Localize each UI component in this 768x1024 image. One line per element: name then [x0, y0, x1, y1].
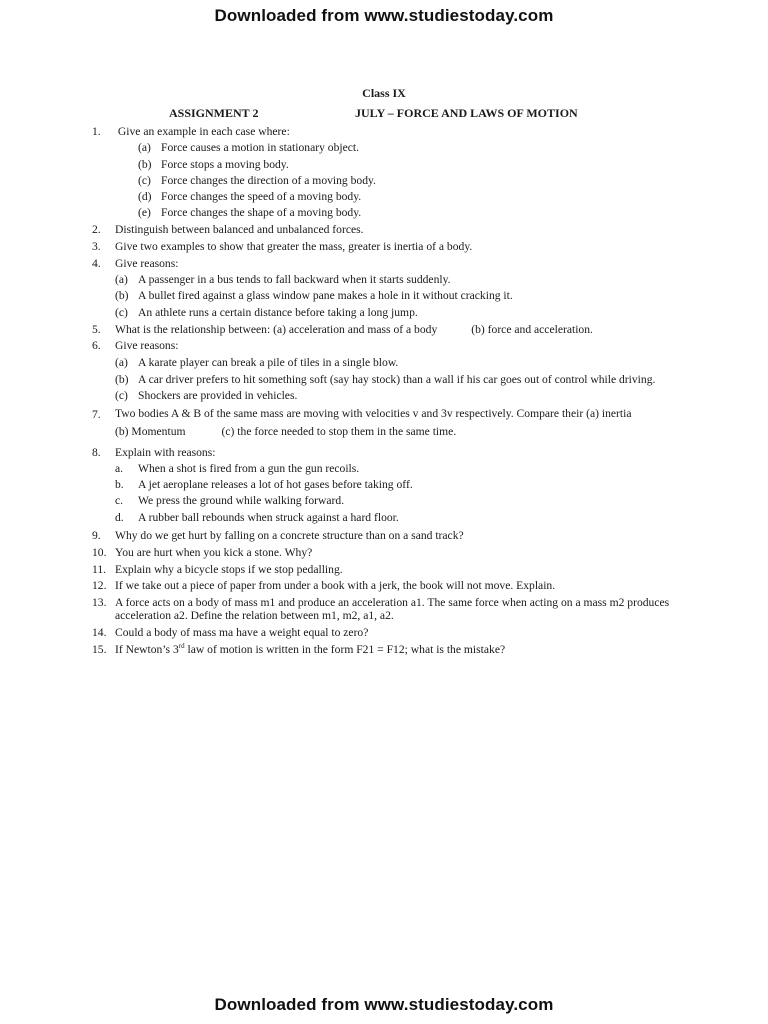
sub-item: [115, 493, 682, 509]
sub-label: c.: [115, 494, 124, 508]
question-number: 6.: [92, 339, 101, 353]
sub-item: [115, 189, 682, 205]
question-number: 12.: [92, 579, 107, 593]
sub-label: (b): [115, 372, 129, 386]
question-item: [92, 256, 682, 321]
question-item: [92, 528, 682, 544]
sub-item: [115, 305, 682, 321]
question-text-part-a: What is the relationship between: (a) acceleration and mass of a body: [115, 322, 438, 336]
sub-label: (c): [115, 305, 128, 319]
question-text: Two bodies A & B of the same mass are moving with velocities v and 3v respectively. Compare their (a) inertia: [115, 407, 632, 421]
sub-label: (a): [115, 355, 128, 369]
sub-text: We press the ground while walking forward.: [138, 494, 345, 508]
question-text: Could a body of mass ma have a weight equal to zero?: [115, 625, 369, 639]
sub-text: When a shot is fired from a gun the gun recoils.: [138, 461, 360, 475]
sub-text: A passenger in a bus tends to fall backward when it starts suddenly.: [138, 273, 451, 287]
sub-label: (a): [138, 141, 151, 155]
sub-label: (e): [138, 206, 151, 220]
assignment-title: ASSIGNMENT 2: [169, 106, 259, 120]
question-text: [115, 642, 682, 658]
sub-item: [115, 371, 682, 388]
question-text: Give two examples to show that greater the mass, greater is inertia of a body.: [115, 240, 473, 254]
sub-item: [115, 205, 682, 221]
question-text: You are hurt when you kick a stone. Why?: [115, 545, 313, 559]
question-number: 13.: [92, 596, 107, 610]
question-number: 4.: [92, 256, 101, 270]
question-item: [92, 239, 682, 255]
question-item: [92, 407, 682, 440]
sub-text: A rubber ball rebounds when struck against a hard floor.: [138, 510, 399, 524]
question-item: [92, 338, 682, 404]
sub-label: (b): [115, 289, 129, 303]
question-number: 8.: [92, 445, 101, 459]
sub-item: [115, 288, 682, 304]
class-title: Class IX: [362, 86, 406, 100]
sub-text: A bullet fired against a glass window pane makes a hole in it without cracking it.: [138, 289, 513, 303]
question-item: [92, 222, 682, 238]
question-text: Give reasons:: [115, 339, 179, 353]
question-text: If we take out a piece of paper from under a book with a jerk, the book will not move. Explain.: [115, 579, 556, 593]
sub-text: Force stops a moving body.: [161, 157, 289, 171]
question-text: A force acts on a body of mass m1 and produce an acceleration a1. The same force when acting on a mass m2 produces acceleration a2. Define the relation between m1, m2, a1, a2.: [115, 596, 670, 623]
sub-item: [115, 173, 682, 189]
question-number: 11.: [92, 562, 107, 576]
sub-item: [115, 461, 682, 477]
question-item: [92, 642, 682, 658]
question-number: 9.: [92, 529, 101, 543]
sub-item: [115, 272, 682, 288]
sub-text: Force changes the speed of a moving body.: [161, 190, 362, 204]
question-number: 15.: [92, 642, 107, 656]
sub-item: [115, 355, 682, 371]
sub-label: (d): [138, 190, 152, 204]
sub-text: An athlete runs a certain distance before taking a long jump.: [138, 305, 418, 319]
sub-text: Force changes the direction of a moving body.: [161, 173, 376, 187]
sub-text: A car driver prefers to hit something soft (say hay stock) than a wall if his car goes out of control while driving.: [138, 372, 656, 386]
footer-download-banner: Downloaded from www.studiestoday.com: [214, 995, 554, 1014]
question-text: Explain why a bicycle stops if we stop pedalling.: [115, 562, 343, 576]
sub-label: (b): [138, 157, 152, 171]
sub-text: Shockers are provided in vehicles.: [138, 388, 298, 402]
question-number: 2.: [92, 223, 101, 237]
sub-label: (c): [115, 388, 128, 402]
ordinal-superscript: rd: [178, 641, 185, 650]
question-number: 3.: [92, 240, 101, 254]
question-number: 1.: [92, 125, 101, 138]
question-text: [115, 322, 682, 338]
sub-item: [115, 140, 682, 156]
question-item: [92, 625, 682, 641]
question-item: [92, 562, 682, 578]
question-item: [92, 578, 682, 594]
question-item: [92, 545, 682, 561]
question-text: Give reasons:: [115, 256, 179, 270]
question-text-line2: [115, 424, 682, 440]
question-number: 10.: [92, 545, 107, 559]
sub-item: [115, 477, 682, 493]
sub-item: [115, 388, 682, 404]
question-text: Explain with reasons:: [115, 445, 216, 459]
sub-label: a.: [115, 461, 124, 475]
sub-text: Force causes a motion in stationary object.: [161, 141, 360, 155]
question-item: [92, 322, 682, 338]
sub-label: d.: [115, 510, 124, 524]
question-text-part-a: (b) Momentum: [115, 425, 186, 439]
sub-text: Force changes the shape of a moving body.: [161, 206, 362, 220]
question-number: 5.: [92, 322, 101, 336]
question-text-post: law of motion is written in the form F21 = F12; what is the mistake?: [184, 642, 506, 656]
question-item: [92, 595, 682, 624]
sub-item: [115, 157, 682, 173]
question-text: Why do we get hurt by falling on a concrete structure than on a sand track?: [115, 529, 464, 543]
sub-label: (a): [115, 273, 128, 287]
question-number: 14.: [92, 625, 107, 639]
question-text: Give an example in each case where:: [115, 125, 290, 138]
sub-text: A jet aeroplane releases a lot of hot gases before taking off.: [138, 478, 413, 492]
sub-label: (c): [138, 173, 151, 187]
question-item: [92, 445, 682, 526]
question-text-pre: If Newton’s 3: [115, 642, 179, 656]
question-text-part-b: (c) the force needed to stop them in the same time.: [221, 425, 457, 439]
question-number: 7.: [92, 408, 101, 422]
question-list: [92, 124, 682, 658]
sub-text: A karate player can break a pile of tiles in a single blow.: [138, 355, 399, 369]
sub-label: b.: [115, 478, 124, 492]
topic-title: JULY – FORCE AND LAWS OF MOTION: [355, 106, 578, 120]
question-text-part-b: (b) force and acceleration.: [471, 322, 593, 336]
question-text: Distinguish between balanced and unbalanced forces.: [115, 223, 364, 237]
question-item: [92, 124, 682, 222]
header-download-banner: Downloaded from www.studiestoday.com: [214, 6, 554, 25]
sub-item: [115, 510, 682, 526]
